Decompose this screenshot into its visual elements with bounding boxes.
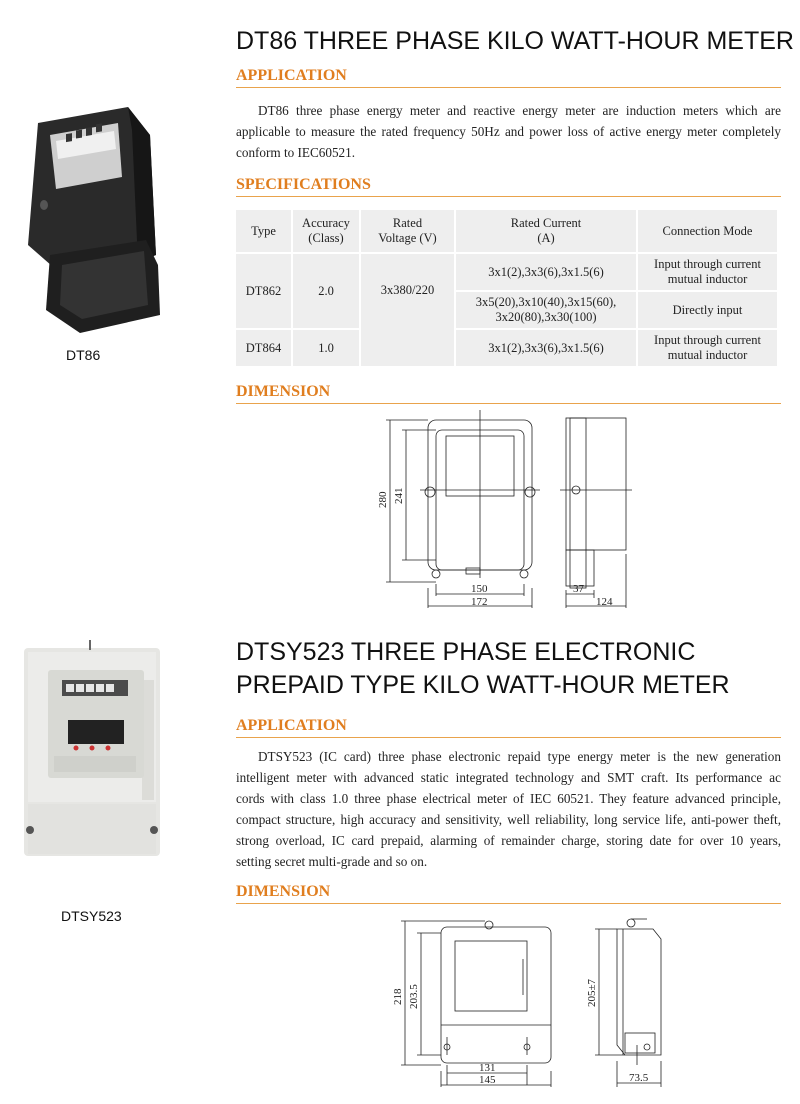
table-cell-dt864-accuracy: 1.0 xyxy=(293,330,359,366)
table-cell-dt862-connection-a: Input through current mutual inductor xyxy=(638,254,777,290)
dtsy523-application-heading: APPLICATION xyxy=(236,717,347,734)
dim-depth-base: 37 xyxy=(573,583,584,595)
dtsy523-application-rule xyxy=(236,737,781,738)
dtsy523-dimension-heading: DIMENSION xyxy=(236,883,331,900)
table-header-accuracy: Accuracy (Class) xyxy=(293,210,359,252)
dt86-product-image xyxy=(10,105,170,335)
dt86-application-text: DT86 three phase energy meter and reactive energy meter are induction meters which are applicable to measure the rated frequency 50Hz and power loss of active energy meter completely conform to IEC60521. xyxy=(236,103,781,160)
table-cell-dt864-connection: Input through current mutual inductor xyxy=(638,330,777,366)
dt86-specifications-heading: SPECIFICATIONS xyxy=(236,176,371,193)
table-cell-dt862-type: DT862 xyxy=(236,254,291,328)
dt86-specifications-rule xyxy=(236,196,781,197)
dtsy523-image-caption: DTSY523 xyxy=(61,908,122,924)
table-cell-dt864-type: DT864 xyxy=(236,330,291,366)
dt86-application-heading: APPLICATION xyxy=(236,67,347,84)
dim-width-total: 172 xyxy=(471,596,488,608)
dim2-height-inner: 203.5 xyxy=(408,984,420,1009)
table-cell-dt862-current-b: 3x5(20),3x10(40),3x15(60), 3x20(80),3x30(100) xyxy=(456,292,636,328)
dim2-height-total: 218 xyxy=(392,988,404,1005)
dim-height-inner: 241 xyxy=(393,487,405,504)
table-cell-dt862-connection-b: Directly input xyxy=(638,292,777,328)
dt86-application-rule xyxy=(236,87,781,88)
dt86-page-title: DT86 THREE PHASE KILO WATT-HOUR METER xyxy=(236,27,794,55)
table-cell-dt862-accuracy: 2.0 xyxy=(293,254,359,328)
table-cell-dt862-current-a: 3x1(2),3x3(6),3x1.5(6) xyxy=(456,254,636,290)
table-header-current: Rated Current (A) xyxy=(456,210,636,252)
dim2-width-total: 145 xyxy=(479,1074,496,1086)
dt86-dimension-rule xyxy=(236,403,781,404)
dim2-depth-total: 73.5 xyxy=(629,1072,649,1084)
dim-height-total: 280 xyxy=(377,491,389,508)
dtsy523-application-text: DTSY523 (IC card) three phase electronic repaid type energy meter is the new generation intelligent meter with advanced static integrated technology and SMT craft. Its performance ac cords with class 1.0 three phase electrical meter of IEC 60521. They feature advanced principle, compact structure, high accuracy and sensitivity, well reliability, long service life, anti-power theft, strong overload, IC card prepaid, alarming of remainder charge, storing date for over 10 years, setting secret multi-grade and so on. xyxy=(236,749,781,869)
dt86-dimension-drawing xyxy=(370,408,650,614)
dtsy523-page-title-line2: PREPAID TYPE KILO WATT-HOUR METER xyxy=(236,671,730,699)
table-header-connection: Connection Mode xyxy=(638,210,777,252)
dtsy523-dimension-drawing xyxy=(385,915,685,1095)
dim2-width-inner: 131 xyxy=(479,1062,496,1074)
dtsy523-product-image xyxy=(18,640,166,862)
table-header-voltage: Rated Voltage (V) xyxy=(361,210,454,252)
table-cell-voltage: 3x380/220 xyxy=(361,254,454,366)
specifications-table xyxy=(234,208,779,368)
dtsy523-dimension-rule xyxy=(236,903,781,904)
dt86-image-caption: DT86 xyxy=(66,347,101,363)
table-header-type: Type xyxy=(236,210,291,252)
dtsy523-page-title-line1: DTSY523 THREE PHASE ELECTRONIC xyxy=(236,638,696,666)
dim-depth-total: 124 xyxy=(596,596,613,608)
dt86-dimension-heading: DIMENSION xyxy=(236,383,331,400)
dim-width-inner: 150 xyxy=(471,583,488,595)
table-cell-dt864-current: 3x1(2),3x3(6),3x1.5(6) xyxy=(456,330,636,366)
dim2-depth-side: 205±7 xyxy=(586,978,598,1007)
